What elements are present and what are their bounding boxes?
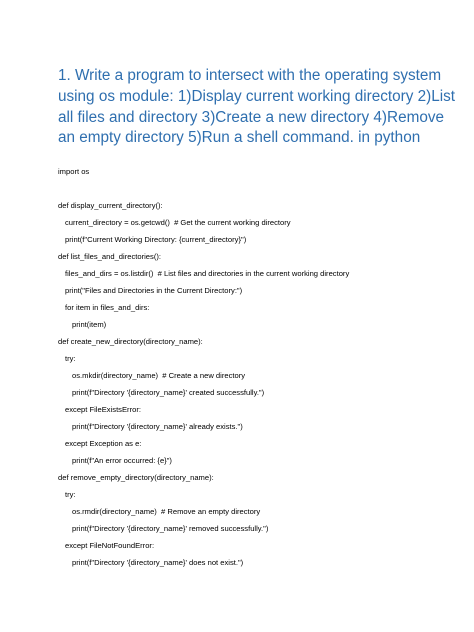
code-line: print(f"Directory '{directory_name}' already exists.") xyxy=(72,422,243,431)
code-line: def list_files_and_directories(): xyxy=(58,252,161,261)
code-line: def remove_empty_directory(directory_name): xyxy=(58,473,214,482)
code-line: os.rmdir(directory_name) # Remove an empty directory xyxy=(72,507,261,516)
code-line: def display_current_directory(): xyxy=(58,201,163,210)
code-line: try: xyxy=(65,354,76,363)
code-line: files_and_dirs = os.listdir() # List files and directories in the current working directory xyxy=(65,269,350,278)
code-line: print("Files and Directories in the Current Directory:") xyxy=(65,286,243,295)
code-line: import os xyxy=(58,167,90,176)
question-heading: 1. Write a program to intersect with the operating system using os module: 1)Display current working directory 2)List all files and directory 3)Create a new directory 4)Remove an empty directory 5)Run a shell command. in python xyxy=(58,67,456,147)
code-line: except FileNotFoundError: xyxy=(65,541,155,550)
code-line: except Exception as e: xyxy=(65,439,142,448)
code-line: print(f"An error occurred: {e}") xyxy=(72,456,172,465)
code-line: try: xyxy=(65,490,76,499)
code-line: current_directory = os.getcwd() # Get the current working directory xyxy=(65,218,291,227)
code-line: os.mkdir(directory_name) # Create a new directory xyxy=(72,371,246,380)
code-line: print(f"Current Working Directory: {current_directory}") xyxy=(65,235,247,244)
code-line: for item in files_and_dirs: xyxy=(65,303,150,312)
code-line: print(f"Directory '{directory_name}' does not exist.") xyxy=(72,558,244,567)
code-line: print(item) xyxy=(72,320,107,329)
code-line: print(f"Directory '{directory_name}' removed successfully.") xyxy=(72,524,269,533)
code-line: except FileExistsError: xyxy=(65,405,141,414)
code-line: def create_new_directory(directory_name): xyxy=(58,337,203,346)
code-line: print(f"Directory '{directory_name}' created successfully.") xyxy=(72,388,265,397)
